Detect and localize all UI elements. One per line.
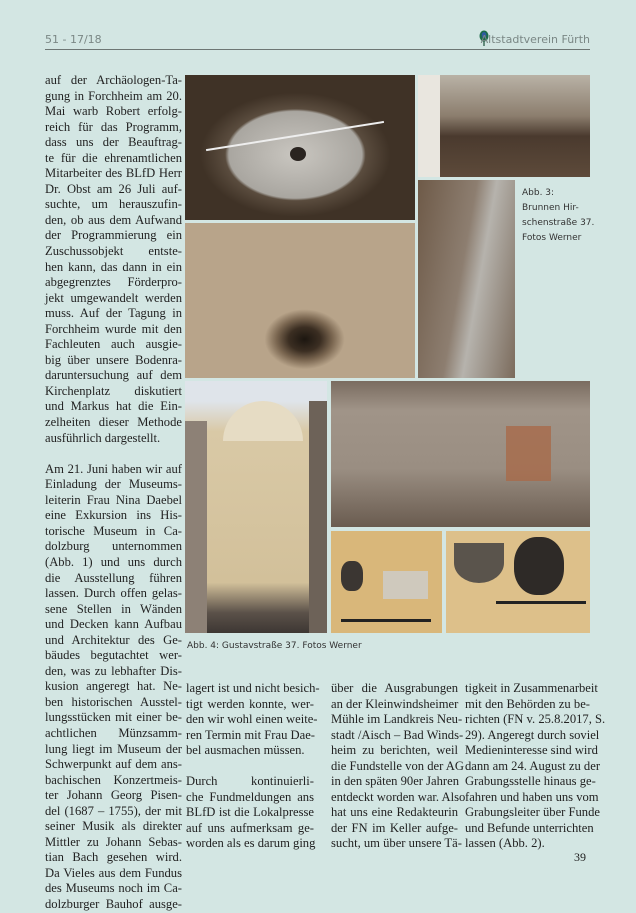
photo-millstone-well-cover	[185, 75, 415, 220]
text-line: Mitarbeiter des BLfD Herr	[45, 166, 182, 181]
text-line: zelheiten dieser Methode	[45, 415, 182, 430]
text-line: hat uns eine Redakteurin	[331, 805, 458, 820]
caption-abb3	[522, 186, 594, 246]
text-line: eine Exkursion ins His-	[45, 508, 182, 523]
text-line: tigt werden konnte, wer-	[186, 696, 314, 711]
text-line: bel ausmachen müssen.	[186, 743, 305, 758]
caption-line: Abb. 3:	[522, 188, 555, 198]
text-line: sene Stellen in Wänden	[45, 601, 182, 616]
text-line: Fachleuten auch ausgie-	[45, 337, 182, 352]
text-line: torische Museum in Ca-	[45, 523, 182, 538]
text-line: lassen (Abb. 2).	[465, 836, 545, 851]
paragraph-gap	[186, 759, 314, 775]
text-line: lassen. Durch offen gelas-	[45, 586, 182, 601]
text-line: Mai warb Robert erfolg-	[45, 104, 182, 119]
text-line: te für die ehrenamtlichen	[45, 150, 182, 165]
text-line: lagert ist und nicht besich-	[186, 681, 320, 695]
text-line: Durch kontinuierli-	[186, 774, 314, 789]
text-line: über die Ausgrabungen	[331, 681, 458, 695]
text-line: (Abb. 1) und uns durch	[45, 554, 182, 569]
text-line: Forchheim wurde mit den	[45, 321, 182, 336]
text-line: Einladung der Museums-	[45, 477, 182, 492]
text-line: Da Vieles aus dem Fundus	[45, 865, 182, 880]
text-line: den, was zu lebhafter Dis-	[45, 663, 182, 678]
text-line: auf uns aufmerksam ge-	[186, 820, 314, 835]
text-line: den, ob aus dem Aufwand	[45, 212, 182, 227]
text-line: an der Kleinwindsheimer	[331, 696, 459, 711]
photo-finds-1	[331, 531, 442, 633]
text-line: den wir wohl einen weite-	[186, 712, 318, 727]
text-line: achtlichen Münzsamm-	[45, 725, 182, 740]
text-line: Grabungsleiter über Funde	[465, 805, 600, 820]
text-line: lung liegt im Museum der	[45, 741, 182, 756]
caption-abb4: Abb. 4: Gustavstraße 37. Fotos Werner	[187, 641, 362, 651]
text-line: kusion angeregt hat. Ne-	[45, 679, 182, 694]
text-line: Grabungsstelle hinaus ge-	[465, 774, 596, 789]
text-line: abgegrenztes Förderpro-	[45, 275, 182, 290]
text-line: muss. Auf der Tagung in	[45, 306, 182, 321]
text-line: die Ausstellung führen	[45, 570, 182, 585]
photo-cellar-wall	[331, 381, 590, 527]
caption-line: schenstraße 37.	[522, 218, 595, 228]
text-line: dolzburg unternommen	[45, 539, 182, 554]
text-line: mit den Behörden zu be-	[465, 696, 590, 711]
photo-finds-2	[446, 531, 590, 633]
text-line: ben historischen Ausstel-	[45, 694, 182, 709]
text-line: des Museums noch im Ca-	[45, 881, 182, 896]
text-line: die Fundstelle von der AG	[331, 758, 464, 773]
text-column-4	[465, 681, 606, 852]
text-line: Mittler zu Johann Sebas-	[45, 834, 182, 849]
text-column-1	[45, 73, 182, 913]
text-line: che Fundmeldungen ans	[186, 789, 314, 804]
paragraph-gap	[45, 446, 182, 462]
text-line: dass uns der Beauftrag-	[45, 135, 182, 150]
text-line: BLfD ist die Lokalpresse	[186, 805, 314, 820]
text-line: big über unsere Bodenra-	[45, 352, 182, 367]
text-line: Medieninteresse sind wird	[465, 743, 598, 758]
text-line: tian Bach gesehen wird.	[45, 850, 182, 865]
text-line: der FN im Keller aufge-	[331, 820, 458, 835]
text-line: und Befunde unterrichten	[465, 820, 594, 835]
text-line: entdeckt worden war. Also	[331, 789, 466, 804]
text-line: stadt /Aisch – Bad Winds-	[331, 727, 464, 742]
text-column-2	[186, 681, 320, 852]
text-line: suchte, um herauszufin-	[45, 197, 182, 212]
text-line: fahren und haben uns vom	[465, 789, 599, 804]
text-line: leiterin Frau Nina Daebel	[45, 492, 182, 507]
text-line: heim zu berichten, weil	[331, 743, 458, 758]
text-line: auf der Archäologen-Ta-	[45, 73, 182, 87]
text-line: bäudes begutachtet wer-	[45, 648, 182, 663]
text-line: daruntersuchung auf dem	[45, 368, 182, 383]
text-line: ter Johann Georg Pisen-	[45, 788, 182, 803]
text-line: dann am 24. August zu der	[465, 758, 601, 773]
text-line: und Decken kann Aufbau	[45, 617, 182, 632]
text-line: Schwerpunkt auf dem ans-	[45, 757, 182, 772]
text-line: in den späten 90er Jahren	[331, 774, 459, 789]
text-line: reich für das Programm,	[45, 119, 182, 134]
text-line: sucht, um über unsere Tä-	[331, 836, 462, 851]
text-line: Mühle im Landkreis Neu-	[331, 712, 463, 727]
text-line: Zuschussobjekt entste-	[45, 244, 182, 259]
text-line: und Markus hat die Ein-	[45, 399, 182, 414]
issue-number: 51 - 17/18	[45, 33, 102, 46]
text-line: hen kann, das dann in ein	[45, 259, 182, 274]
text-line: der Programmierung ein	[45, 228, 182, 243]
caption-line: Brunnen Hir-	[522, 203, 579, 213]
text-line: jekt umgewandelt werden	[45, 290, 182, 305]
photo-well-edge	[418, 75, 590, 177]
text-line: dolzburger Bauhof ausge-	[45, 896, 182, 911]
text-line: seiner Musik als direkter	[45, 819, 182, 834]
photo-well-detail	[418, 180, 515, 378]
text-line: del (1687 – 1755), der mit	[45, 803, 182, 818]
text-line: lungsstücken mit einer be-	[45, 710, 182, 725]
text-line: Dr. Obst am 26 Juli auf-	[45, 181, 182, 196]
text-column-3	[331, 681, 466, 852]
caption-line: Fotos Werner	[522, 233, 582, 243]
photo-building-facade	[185, 381, 327, 633]
text-line: 29). Angeregt durch soviel	[465, 727, 600, 742]
text-line: bachischen Konzertmeis-	[45, 772, 182, 787]
text-line: tigkeit in Zusammenarbeit	[465, 681, 598, 695]
publisher-name: Altstadtverein Fürth	[480, 33, 590, 46]
text-line: Am 21. Juni haben wir auf	[45, 461, 182, 476]
text-line: worden als es darum ging	[186, 836, 316, 851]
photo-well-shaft	[185, 223, 415, 378]
header-rule	[45, 49, 590, 50]
text-line: Kirchenplatz diskutiert	[45, 383, 182, 398]
text-line: ren Termin mit Frau Dae-	[186, 727, 315, 742]
text-line: und Architektur des Ge-	[45, 632, 182, 647]
text-line: gung in Forchheim am 20.	[45, 88, 182, 103]
page-number: 39	[574, 850, 586, 864]
text-line: richten (FN v. 25.8.2017, S.	[465, 712, 606, 727]
text-line: ausführlich dargestellt.	[45, 430, 161, 445]
